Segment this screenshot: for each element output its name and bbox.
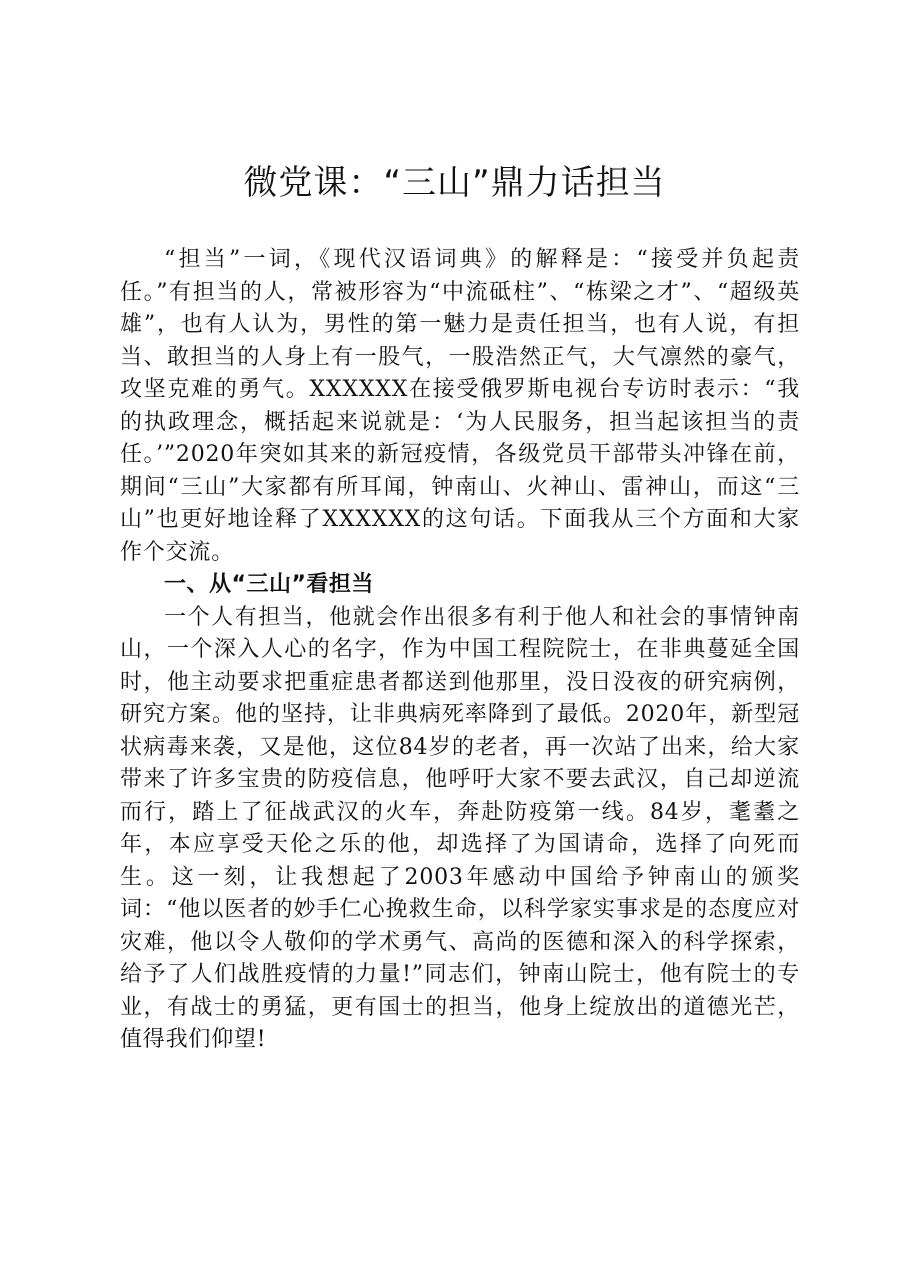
intro-paragraph: “担当”一词，《现代汉语词典》的解释是：“接受并负起责任。”有担当的人，常被形容为“中流砥柱”、“栋梁之才”、“超级英雄”，也有人认为，男性的第一魅力是责任担当，也有人说，有担当、敢担当的人身上有一股气，一股浩然正气，大气凛然的豪气，攻坚克难的勇气。XXXXXX在接受俄罗斯电视台专访时表示：“我的执政理念，概括起来说就是：‘为人民服务，担当起该担当的责任。’”2020年突如其来的新冠疫情，各级党员干部带头冲锋在前，期间“三山”大家都有所耳闻，钟南山、火神山、雷神山，而这“三山”也更好地诠释了XXXXXX的这句话。下面我从三个方面和大家作个交流。: [120, 247, 800, 565]
section-heading: 一、从“三山”看担当: [164, 572, 374, 597]
document-title: 微党课：“三山”鼎力话担当: [243, 163, 666, 203]
section-paragraph: 一个人有担当，他就会作出很多有利于他人和社会的事情钟南山，一个深入人心的名字，作为中国工程院院士，在非典蔓延全国时，他主动要求把重症患者都送到他那里，没日没夜的研究病例，研究方案。他的坚持，让非典病死率降到了最低。2020年，新型冠状病毒来袭，又是他，这位84岁的老者，再一次站了出来，给大家带来了许多宝贵的防疫信息，他呼吁大家不要去武汉，自己却逆流而行，踏上了征战武汉的火车，奔赴防疫第一线。84岁，耄耋之年，本应享受天伦之乐的他，却选择了为国请命，选择了向死而生。这一刻，让我想起了2003年感动中国给予钟南山的颁奖词：“他以医者的妙手仁心挽救生命，以科学家实事求是的态度应对灾难，他以令人敬仰的学术勇气、高尚的医德和深入的科学探索，给予了人们战胜疫情的力量!”同志们，钟南山院士，他有院士的专业，有战士的勇猛，更有国士的担当，他身上绽放出的道德光芒，值得我们仰望!: [120, 604, 800, 1052]
document-body: [120, 244, 800, 1057]
